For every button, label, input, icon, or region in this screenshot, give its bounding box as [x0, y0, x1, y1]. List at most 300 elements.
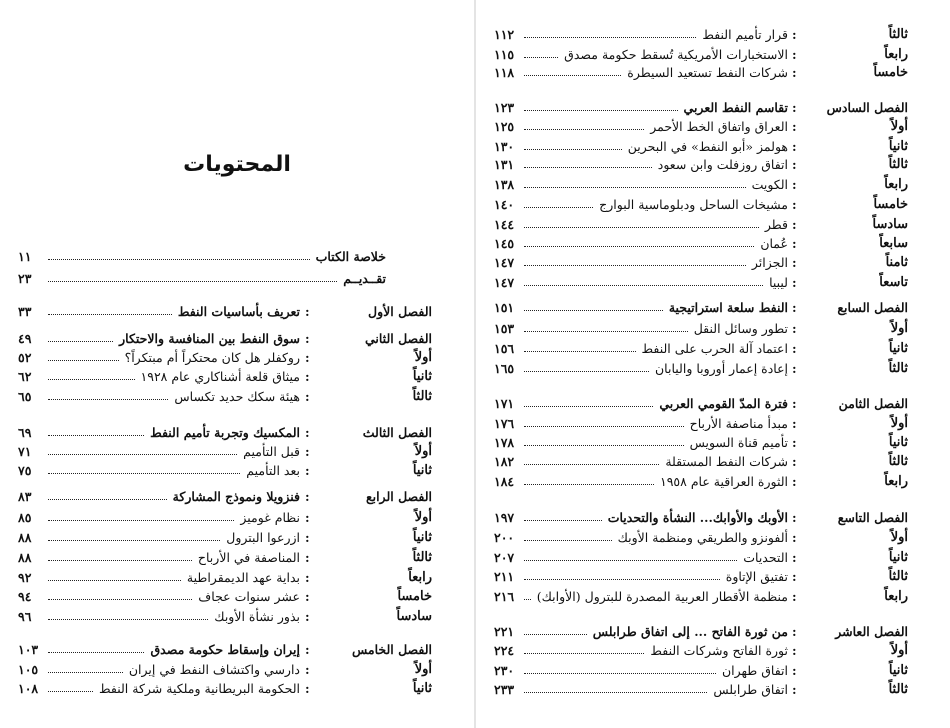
toc-row[interactable] [476, 395, 950, 413]
dot-leader [524, 484, 654, 485]
toc-row[interactable] [0, 680, 474, 698]
toc-row[interactable] [476, 138, 950, 156]
entry-title: منظمة الأقطار العربية المصدرة للبترول (الأوابك) [536, 589, 788, 604]
dot-leader [524, 673, 716, 674]
entry-title: اتفاق روزفلت وابن سعود [657, 157, 788, 172]
label-colon: : [792, 197, 797, 212]
page-number: ٨٣ [18, 489, 32, 504]
entry-title: تفتيق الإتاوة [725, 569, 788, 584]
page-number: ١٠٣ [18, 642, 39, 657]
entry-title: قرار تأميم النفط [702, 27, 788, 42]
page-number: ١٤٧ [494, 275, 515, 290]
toc-row[interactable] [476, 46, 950, 64]
entry-title: من ثورة الفاتح ... إلى اتفاق طرابلس [592, 624, 788, 639]
entry-title: بذور نشأة الأوبك [214, 609, 300, 624]
entry-title: مشيخات الساحل ودبلوماسية البوارج [599, 197, 788, 212]
toc-row[interactable] [0, 641, 474, 659]
toc-row[interactable] [476, 568, 950, 586]
section-label: الفصل العاشر [835, 624, 908, 639]
section-label: أولاً [890, 643, 908, 658]
page-number: ١٣٠ [494, 139, 515, 154]
page-number: ١٧٨ [494, 435, 515, 450]
toc-row[interactable] [0, 388, 474, 406]
page-number: ٢٢٤ [494, 643, 515, 658]
label-colon: : [792, 416, 797, 431]
page-number: ١٤٧ [494, 255, 515, 270]
dot-leader [524, 653, 644, 654]
dot-leader [524, 110, 678, 111]
dot-leader [524, 599, 531, 600]
entry-title: إيران وإسقاط حكومة مصدق [150, 642, 300, 657]
toc-row[interactable] [476, 340, 950, 358]
entry-title: سوق النفط بين المنافسة والاحتكار [119, 331, 300, 346]
section-label: الفصل التاسع [837, 510, 908, 525]
section-label: ثانياً [888, 435, 908, 450]
entry-title: خلاصة الكتاب [315, 249, 386, 264]
section-label: خامساً [397, 589, 432, 604]
section-label: ثالثاً [888, 361, 908, 376]
toc-row[interactable] [476, 453, 950, 471]
dot-leader [48, 314, 172, 315]
label-colon: : [305, 589, 310, 604]
dot-leader [524, 331, 688, 332]
toc-row[interactable] [476, 64, 950, 82]
label-colon: : [792, 550, 797, 565]
page-number: ٢٣٠ [494, 663, 515, 678]
toc-row[interactable] [476, 529, 950, 547]
section-label: أولاً [890, 321, 908, 336]
toc-row[interactable] [0, 462, 474, 480]
label-colon: : [305, 350, 310, 365]
toc-row[interactable] [0, 424, 474, 442]
label-colon: : [792, 275, 797, 290]
entry-title: روكفلر هل كان محتكراً أم مبتكراً؟ [124, 350, 300, 365]
page-number: ١٣١ [494, 157, 515, 172]
section-label: ثانياً [412, 681, 432, 696]
entry-title: فنزويلا ونموذج المشاركة [172, 489, 300, 504]
toc-row[interactable] [0, 569, 474, 587]
page-number: ١٢٥ [494, 119, 515, 134]
label-colon: : [305, 530, 310, 545]
dot-leader [524, 371, 649, 372]
dot-leader [48, 341, 113, 342]
dot-leader [524, 540, 612, 541]
label-colon: : [792, 589, 797, 604]
entry-title: عُمان [760, 236, 788, 251]
dot-leader [524, 579, 720, 580]
contents-title: المحتويات [183, 152, 291, 177]
section-label: الفصل الثاني [364, 331, 432, 346]
dot-leader [48, 520, 234, 521]
toc-row[interactable] [476, 360, 950, 378]
label-colon: : [305, 550, 310, 565]
label-colon: : [792, 569, 797, 584]
label-colon: : [792, 624, 797, 639]
label-colon: : [792, 341, 797, 356]
page-number: ١٤٥ [494, 236, 515, 251]
dot-leader [524, 265, 746, 266]
toc-row[interactable] [0, 488, 474, 506]
page-number: ١١٢ [494, 27, 515, 42]
label-colon: : [792, 474, 797, 489]
toc-row[interactable] [0, 529, 474, 547]
entry-title: ليبيا [769, 275, 788, 290]
section-label: سادساً [872, 217, 908, 232]
section-label: أولاً [890, 416, 908, 431]
dot-leader [524, 75, 621, 76]
toc-row[interactable] [476, 549, 950, 567]
dot-leader [48, 454, 237, 455]
dot-leader [524, 227, 759, 228]
toc-row[interactable] [476, 434, 950, 452]
toc-row[interactable] [476, 118, 950, 136]
toc-row[interactable] [0, 349, 474, 367]
dot-leader [524, 207, 593, 208]
label-colon: : [792, 100, 797, 115]
dot-leader [524, 57, 558, 58]
page-number: ١٥١ [494, 300, 515, 315]
section-label: رابعاً [884, 589, 908, 604]
page-number: ٤٩ [18, 331, 32, 346]
entry-title: شركات النفط تستعيد السيطرة [627, 65, 788, 80]
entry-title: إعادة إعمار أوروبا واليابان [654, 361, 788, 376]
toc-row[interactable] [0, 330, 474, 348]
entry-title: بداية عهد الديمقراطية [186, 570, 300, 585]
dot-leader [48, 259, 310, 260]
label-colon: : [305, 642, 310, 657]
section-label: ثانياً [412, 369, 432, 384]
section-label: أولاً [414, 662, 432, 677]
page-number: ١٤٠ [494, 197, 515, 212]
entry-title: تقاسم النفط العربي [683, 100, 788, 115]
section-label: الفصل الثامن [838, 396, 908, 411]
label-colon: : [792, 27, 797, 42]
dot-leader [48, 691, 93, 692]
entry-title: تعريف بأساسيات النفط [177, 304, 300, 319]
toc-row[interactable] [476, 156, 950, 174]
dot-leader [48, 619, 208, 620]
section-label: أولاً [890, 530, 908, 545]
entry-title: الاستخبارات الأمريكية تُسقط حكومة مصدق [564, 47, 788, 62]
dot-leader [524, 520, 602, 521]
dot-leader [524, 129, 644, 130]
entry-title: العراق واتفاق الخط الأحمر [650, 119, 788, 134]
entry-title: دارسي واكتشاف النفط في إيران [128, 662, 300, 677]
label-colon: : [305, 489, 310, 504]
dot-leader [524, 406, 653, 407]
section-label: ثالثاً [888, 27, 908, 42]
page-number: ١٢٣ [494, 100, 515, 115]
toc-row[interactable] [476, 274, 950, 292]
page-number: ٩٦ [18, 609, 32, 624]
entry-title: اتفاق طهران [721, 663, 788, 678]
entry-title: اعتماد آلة الحرب على النفط [641, 341, 788, 356]
page-number: ٢٠٧ [494, 550, 515, 565]
toc-row[interactable] [476, 299, 950, 317]
entry-title: نظام غوميز [240, 510, 300, 525]
toc-row[interactable] [0, 509, 474, 527]
toc-row[interactable] [0, 661, 474, 679]
section-label: الفصل السابع [837, 300, 908, 315]
toc-row[interactable] [476, 588, 950, 606]
label-colon: : [792, 530, 797, 545]
toc-row[interactable] [0, 368, 474, 386]
toc-row[interactable] [0, 270, 474, 288]
page-number: ٨٨ [18, 550, 32, 565]
toc-row[interactable] [0, 549, 474, 567]
page-number: ٧٥ [18, 463, 32, 478]
dot-leader [48, 360, 119, 361]
label-colon: : [792, 435, 797, 450]
page-number: ٣٣ [18, 304, 32, 319]
page-number: ١١٥ [494, 47, 515, 62]
label-colon: : [305, 389, 310, 404]
label-colon: : [305, 510, 310, 525]
label-colon: : [792, 139, 797, 154]
dot-leader [48, 580, 181, 581]
dot-leader [524, 149, 622, 150]
toc-row[interactable] [0, 588, 474, 606]
dot-leader [524, 310, 663, 311]
dot-leader [524, 464, 659, 465]
label-colon: : [792, 300, 797, 315]
page-number: ٢٣٣ [494, 682, 515, 697]
section-label: أولاً [414, 350, 432, 365]
label-colon: : [792, 65, 797, 80]
toc-row[interactable] [476, 320, 950, 338]
section-label: الفصل السادس [826, 100, 908, 115]
page-number: ١٧١ [494, 396, 515, 411]
page-number: ١٩٧ [494, 510, 515, 525]
left-page [0, 0, 474, 728]
label-colon: : [792, 119, 797, 134]
dot-leader [48, 540, 220, 541]
dot-leader [524, 692, 707, 693]
section-label: أولاً [890, 119, 908, 134]
entry-title: الحكومة البريطانية وملكية شركة النفط [99, 681, 300, 696]
toc-row[interactable] [476, 473, 950, 491]
section-label: سابعاً [879, 236, 908, 251]
entry-title: فترة المدّ القومي العربي [659, 396, 788, 411]
page-number: ١٧٦ [494, 416, 515, 431]
label-colon: : [792, 396, 797, 411]
page-number: ٢٣ [18, 271, 32, 286]
section-label: ثانياً [888, 139, 908, 154]
page-number: ٥٢ [18, 350, 32, 365]
page-number: ٢١١ [494, 569, 515, 584]
dot-leader [48, 435, 144, 436]
entry-title: الثورة العراقية عام ١٩٥٨ [659, 474, 788, 489]
toc-row[interactable] [476, 26, 950, 44]
toc-row[interactable] [476, 642, 950, 660]
label-colon: : [792, 217, 797, 232]
section-label: سادساً [396, 609, 432, 624]
dot-leader [48, 672, 123, 673]
entry-title: عشر سنوات عجاف [198, 589, 300, 604]
page-number: ٦٢ [18, 369, 32, 384]
page-number: ١٥٣ [494, 321, 515, 336]
section-label: خامساً [873, 197, 908, 212]
toc-row[interactable] [476, 196, 950, 214]
section-label: الفصل الخامس [351, 642, 432, 657]
entry-title: المكسيك وتجربة تأميم النفط [150, 425, 300, 440]
label-colon: : [305, 463, 310, 478]
page-number: ١٦٥ [494, 361, 515, 376]
page-number: ١٨٤ [494, 474, 515, 489]
entry-title: تطور وسائل النقل [693, 321, 788, 336]
section-label: الفصل الأول [368, 304, 432, 319]
section-label: الفصل الرابع [365, 489, 432, 504]
section-label: ثانياً [888, 663, 908, 678]
dot-leader [524, 426, 684, 427]
label-colon: : [305, 681, 310, 696]
page-number: ١١٨ [494, 65, 515, 80]
dot-leader [524, 167, 652, 168]
entry-title: هيئة سكك حديد تكساس [174, 389, 300, 404]
section-label: ثانياً [888, 550, 908, 565]
dot-leader [524, 351, 636, 352]
entry-title: بعد التأميم [246, 463, 300, 478]
entry-title: تقــديــم [343, 271, 386, 286]
label-colon: : [305, 444, 310, 459]
label-colon: : [792, 663, 797, 678]
label-colon: : [792, 510, 797, 525]
toc-row[interactable] [0, 608, 474, 626]
page-number: ٢٢١ [494, 624, 515, 639]
section-label: الفصل الثالث [362, 425, 432, 440]
entry-title: النفط سلعة استراتيجية [668, 300, 788, 315]
page-number: ٦٩ [18, 425, 32, 440]
section-label: ثامناً [885, 255, 908, 270]
section-label: أولاً [414, 444, 432, 459]
label-colon: : [305, 662, 310, 677]
page-number: ٢٠٠ [494, 530, 515, 545]
page-number: ١٣٨ [494, 177, 515, 192]
toc-row[interactable] [476, 662, 950, 680]
page-number: ٢١٦ [494, 589, 515, 604]
toc-row[interactable] [476, 176, 950, 194]
entry-title: قبل التأميم [243, 444, 300, 459]
entry-title: الأوبك والأوابك... النشأة والتحديات [607, 510, 788, 525]
entry-title: الجزائر [751, 255, 788, 270]
section-label: تاسعاً [879, 275, 908, 290]
label-colon: : [792, 157, 797, 172]
toc-row[interactable] [0, 248, 474, 266]
toc-row[interactable] [476, 623, 950, 641]
dot-leader [524, 560, 737, 561]
page-number: ١٠٨ [18, 681, 39, 696]
toc-row[interactable] [476, 681, 950, 699]
right-page [476, 0, 950, 728]
page-number: ١٨٢ [494, 454, 515, 469]
section-label: ثانياً [412, 463, 432, 478]
dot-leader [524, 187, 746, 188]
toc-row[interactable] [476, 99, 950, 117]
dot-leader [48, 281, 337, 282]
section-label: ثالثاً [888, 682, 908, 697]
dot-leader [48, 499, 167, 500]
section-label: ثالثاً [888, 569, 908, 584]
entry-title: شركات النفط المستقلة [665, 454, 788, 469]
entry-title: قطر [764, 217, 788, 232]
entry-title: تأميم قناة السويس [689, 435, 788, 450]
entry-title: ميثاق قلعة أشناكاري عام ١٩٢٨ [140, 369, 300, 384]
entry-title: ثورة الفاتح وشركات النفط [650, 643, 788, 658]
page-number: ٦٥ [18, 389, 32, 404]
dot-leader [48, 599, 192, 600]
section-label: ثالثاً [412, 550, 432, 565]
entry-title: ازرعوا البترول [226, 530, 300, 545]
label-colon: : [305, 570, 310, 585]
toc-row[interactable] [476, 415, 950, 433]
entry-title: اتفاق طرابلس [713, 682, 788, 697]
entry-title: الكويت [751, 177, 788, 192]
section-label: رابعاً [884, 474, 908, 489]
entry-title: هولمز «أبو النفط» في البحرين [627, 139, 788, 154]
section-label: رابعاً [408, 570, 432, 585]
label-colon: : [305, 331, 310, 346]
dot-leader [48, 379, 135, 380]
label-colon: : [305, 425, 310, 440]
page-number: ١٤٤ [494, 217, 515, 232]
section-label: ثالثاً [412, 389, 432, 404]
toc-row[interactable] [476, 254, 950, 272]
label-colon: : [305, 369, 310, 384]
page-number: ٩٤ [18, 589, 32, 604]
dot-leader [48, 473, 240, 474]
page-number: ٨٥ [18, 510, 32, 525]
section-label: ثالثاً [888, 157, 908, 172]
dot-leader [524, 445, 684, 446]
dot-leader [524, 246, 754, 247]
entry-title: المناصفة في الأرباح [197, 550, 300, 565]
label-colon: : [792, 255, 797, 270]
toc-row[interactable] [0, 443, 474, 461]
dot-leader [48, 399, 168, 400]
label-colon: : [792, 47, 797, 62]
label-colon: : [792, 321, 797, 336]
section-label: ثالثاً [888, 454, 908, 469]
label-colon: : [305, 304, 310, 319]
label-colon: : [792, 643, 797, 658]
page-number: ١٥٦ [494, 341, 515, 356]
label-colon: : [792, 361, 797, 376]
toc-row[interactable] [476, 216, 950, 234]
entry-title: مبدأ مناصفة الأرباح [689, 416, 788, 431]
section-label: رابعاً [884, 177, 908, 192]
section-label: خامساً [873, 65, 908, 80]
entry-title: ألفونزو والطريقي ومنظمة الأوبك [617, 530, 788, 545]
label-colon: : [792, 454, 797, 469]
dot-leader [48, 652, 144, 653]
dot-leader [524, 634, 587, 635]
page-number: ٩٢ [18, 570, 32, 585]
entry-title: التحديات [743, 550, 788, 565]
toc-row[interactable] [476, 235, 950, 253]
label-colon: : [792, 236, 797, 251]
label-colon: : [305, 609, 310, 624]
section-label: أولاً [414, 510, 432, 525]
toc-row[interactable] [0, 303, 474, 321]
dot-leader [48, 560, 192, 561]
label-colon: : [792, 682, 797, 697]
dot-leader [524, 37, 696, 38]
dot-leader [524, 285, 763, 286]
page-number: ٧١ [18, 444, 32, 459]
page-number: ٨٨ [18, 530, 32, 545]
section-label: ثانياً [888, 341, 908, 356]
toc-row[interactable] [476, 509, 950, 527]
